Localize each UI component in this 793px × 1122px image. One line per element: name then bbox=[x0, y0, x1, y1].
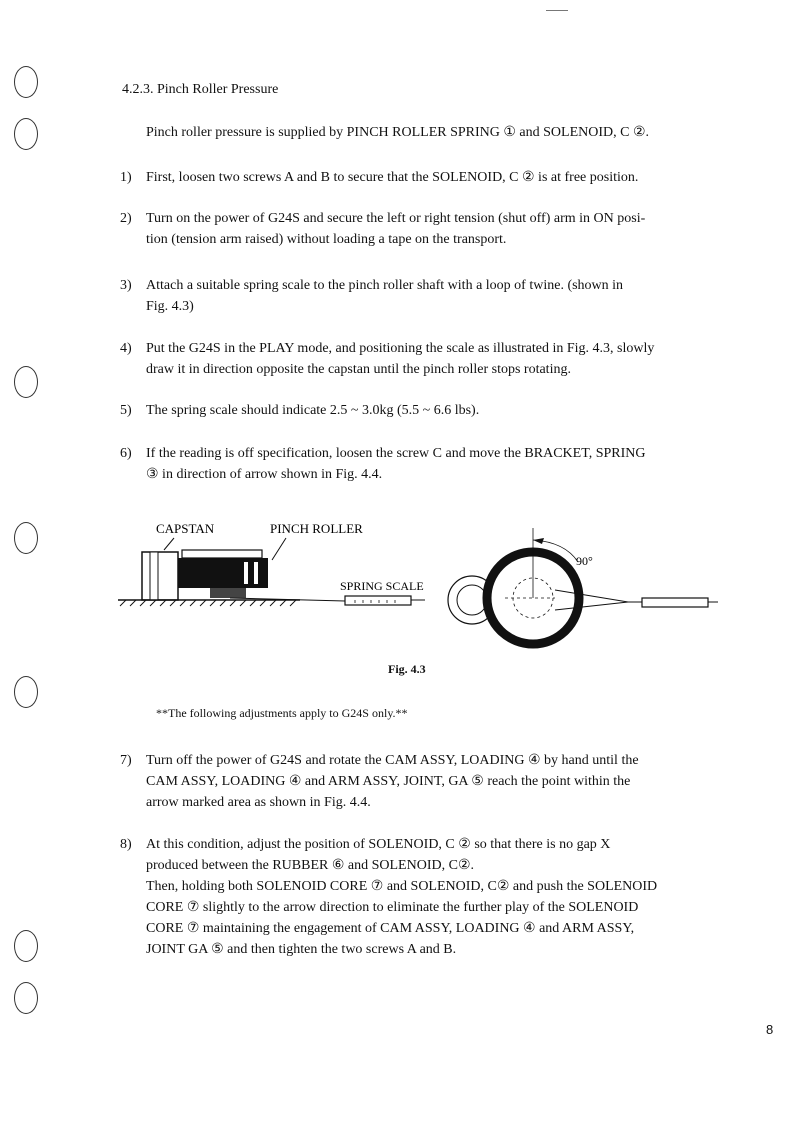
binder-hole bbox=[14, 66, 38, 98]
section-heading: 4.2.3. Pinch Roller Pressure bbox=[122, 82, 279, 97]
pinch-roller-gap bbox=[244, 562, 248, 584]
step-number: 5) bbox=[120, 403, 132, 418]
capstan-body bbox=[142, 552, 178, 600]
top-scan-mark bbox=[546, 10, 568, 11]
capstan-hub bbox=[457, 585, 487, 615]
step-text: ③ in direction of arrow shown in Fig. 4.4. bbox=[146, 467, 383, 482]
step-number: 1) bbox=[120, 170, 132, 185]
binder-hole bbox=[14, 522, 38, 554]
step-3 bbox=[120, 275, 713, 317]
ground-hatch bbox=[120, 600, 296, 606]
capstan-shaft bbox=[150, 552, 158, 600]
binder-hole bbox=[14, 982, 38, 1014]
step-number: 4) bbox=[120, 341, 132, 356]
step-text: produced between the RUBBER ⑥ and SOLENOID, C②. bbox=[146, 858, 474, 873]
step-2 bbox=[120, 208, 713, 250]
pinch-roller-leader bbox=[272, 538, 286, 560]
pinch-roller-top bbox=[182, 550, 262, 558]
step-text: At this condition, adjust the position of SOLENOID, C ② so that there is no gap X bbox=[146, 837, 611, 852]
step-text: tion (tension arm raised) without loading a tape on the transport. bbox=[146, 232, 507, 247]
step-1 bbox=[120, 167, 713, 188]
angle-label: 90° bbox=[576, 554, 593, 568]
binder-hole bbox=[14, 118, 38, 150]
step-number: 2) bbox=[120, 211, 132, 226]
step-text: If the reading is off specification, loosen the screw C and move the BRACKET, SPRING bbox=[146, 446, 646, 461]
page-number: 8 bbox=[766, 1022, 774, 1037]
step-text: CORE ⑦ slightly to the arrow direction to eliminate the further play of the SOLENOID bbox=[146, 900, 639, 915]
step-text: CAM ASSY, LOADING ④ and ARM ASSY, JOINT, GA ⑤ reach the point within the bbox=[146, 774, 631, 789]
pinch-roller-label: PINCH ROLLER bbox=[270, 521, 363, 536]
step-text: First, loosen two screws A and B to secure that the SOLENOID, C ② is at free position. bbox=[146, 170, 639, 185]
step-4 bbox=[120, 338, 713, 380]
step-number: 6) bbox=[120, 446, 132, 461]
step-text: Then, holding both SOLENOID CORE ⑦ and SOLENOID, C② and push the SOLENOID bbox=[146, 879, 658, 894]
step-text: CORE ⑦ maintaining the engagement of CAM ASSY, LOADING ④ and ARM ASSY, bbox=[146, 921, 635, 936]
step-text: The spring scale should indicate 2.5 ~ 3.0kg (5.5 ~ 6.6 lbs). bbox=[146, 403, 480, 418]
step-text: Turn off the power of G24S and rotate the CAM ASSY, LOADING ④ by hand until the bbox=[146, 753, 639, 768]
step-text: draw it in direction opposite the capstan until the pinch roller stops rotating. bbox=[146, 362, 571, 377]
figure-4-3 bbox=[110, 510, 730, 655]
figure-caption: Fig. 4.3 bbox=[388, 662, 426, 676]
capstan-label: CAPSTAN bbox=[156, 521, 215, 536]
step-5 bbox=[120, 400, 713, 421]
pinch-roller-gap bbox=[254, 562, 258, 584]
angle-arrowhead bbox=[533, 538, 544, 544]
binder-hole bbox=[14, 366, 38, 398]
step-number: 7) bbox=[120, 753, 132, 768]
pinch-roller-base bbox=[210, 588, 246, 598]
step-text: Turn on the power of G24S and secure the left or right tension (shut off) arm in ON posi- bbox=[146, 211, 646, 226]
binder-hole bbox=[14, 930, 38, 962]
step-7 bbox=[120, 750, 713, 813]
step-text: Put the G24S in the PLAY mode, and positioning the scale as illustrated in Fig. 4.3, slowly bbox=[146, 341, 655, 356]
step-text: Attach a suitable spring scale to the pinch roller shaft with a loop of twine. (shown in bbox=[146, 278, 624, 293]
step-text: arrow marked area as shown in Fig. 4.4. bbox=[146, 795, 371, 810]
binder-hole bbox=[14, 676, 38, 708]
capstan-leader bbox=[164, 538, 174, 550]
step-text: JOINT GA ⑤ and then tighten the two screws A and B. bbox=[146, 942, 457, 957]
step-6 bbox=[120, 443, 713, 485]
step-text: Fig. 4.3) bbox=[146, 299, 194, 314]
step-8 bbox=[120, 834, 713, 960]
step-number: 8) bbox=[120, 837, 132, 852]
intro-paragraph: Pinch roller pressure is supplied by PINCH ROLLER SPRING ① and SOLENOID, C ②. bbox=[146, 125, 650, 140]
step-number: 3) bbox=[120, 278, 132, 293]
spring-scale-right bbox=[642, 598, 708, 607]
spring-scale-label: SPRING SCALE bbox=[340, 579, 424, 593]
note: **The following adjustments apply to G24S only.** bbox=[156, 706, 408, 720]
